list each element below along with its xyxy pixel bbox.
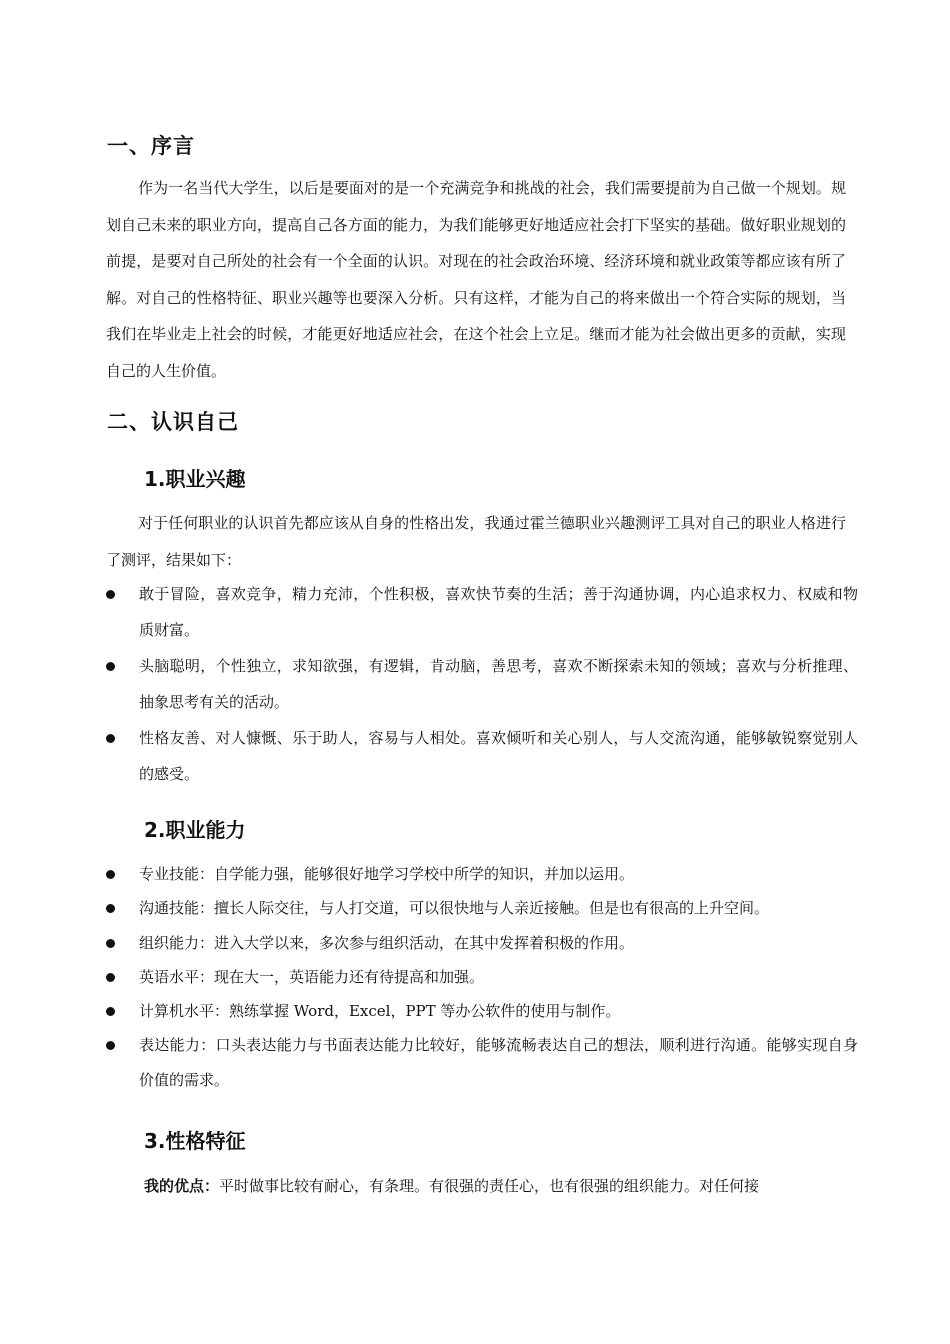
list-item: 专业技能：自学能力强，能够很好地学习学校中所学的知识，并加以运用。 — [106, 857, 858, 891]
list-item: 计算机水平：熟练掌握 Word，Excel，PPT 等办公软件的使用与制作。 — [106, 994, 858, 1028]
bullet-icon — [106, 662, 115, 671]
subheading-personality: 3.性格特征 — [144, 1129, 246, 1153]
interest-bullet-list — [106, 576, 858, 792]
bullet-icon — [106, 870, 115, 879]
list-item: 性格友善、对人慷慨、乐于助人，容易与人相处。喜欢倾听和关心别人，与人交流沟通，能够敏锐察觉别人的感受。 — [106, 720, 858, 792]
subheading-interest: 1.职业兴趣 — [144, 467, 246, 491]
list-item: 英语水平：现在大一，英语能力还有待提高和加强。 — [106, 960, 858, 994]
section-heading-preface: 一、序言 — [107, 134, 195, 158]
list-item: 表达能力：口头表达能力与书面表达能力比较好，能够流畅表达自己的想法，顺利进行沟通。能够实现自身价值的需求。 — [106, 1028, 858, 1097]
bullet-icon — [106, 1041, 115, 1050]
strengths-label: 我的优点： — [144, 1177, 220, 1195]
bullet-icon — [106, 904, 115, 913]
strengths-text: 平时做事比较有耐心，有条理。有很强的责任心，也有很强的组织能力。对任何接 — [219, 1177, 760, 1195]
bullet-icon — [106, 1007, 115, 1016]
bullet-icon — [106, 734, 115, 743]
list-item: 沟通技能：擅长人际交往，与人打交道，可以很快地与人亲近接触。但是也有很高的上升空间。 — [106, 891, 858, 925]
list-item: 头脑聪明，个性独立，求知欲强，有逻辑，肯动脑，善思考，喜欢不断探索未知的领域；喜欢与分析推理、抽象思考有关的活动。 — [106, 648, 858, 720]
personality-strengths-paragraph — [106, 1168, 846, 1205]
list-item: 敢于冒险，喜欢竞争，精力充沛，个性积极，喜欢快节奏的生活；善于沟通协调，内心追求权力、权威和物质财富。 — [106, 576, 858, 648]
subheading-ability: 2.职业能力 — [144, 818, 246, 842]
section-heading-know-self: 二、认识自己 — [107, 410, 239, 434]
preface-paragraph: 作为一名当代大学生，以后是要面对的是一个充满竞争和挑战的社会，我们需要提前为自己做一个规划。规划自己未来的职业方向，提高自己各方面的能力，为我们能够更好地适应社会打下坚实的基础。做好职业规划的前提，是要对自己所处的社会有一个全面的认识。对现在的社会政治环境、经济环境和就业政策等都应该有所了解。对自己的性格特征、职业兴趣等也要深入分析。只有这样，才能为自己的将来做出一个符合实际的规划，当我们在毕业走上社会的时候，才能更好地适应社会，在这个社会上立足。继而才能为社会做出更多的贡献，实现自己的人生价值。 — [106, 179, 846, 380]
interest-intro-paragraph: 对于任何职业的认识首先都应该从自身的性格出发，我通过霍兰德职业兴趣测评工具对自己的职业人格进行了测评，结果如下： — [106, 514, 846, 569]
list-item: 组织能力：进入大学以来，多次参与组织活动，在其中发挥着积极的作用。 — [106, 926, 858, 960]
ability-bullet-list — [106, 857, 858, 1097]
bullet-icon — [106, 973, 115, 982]
bullet-icon — [106, 590, 115, 599]
bullet-icon — [106, 939, 115, 948]
